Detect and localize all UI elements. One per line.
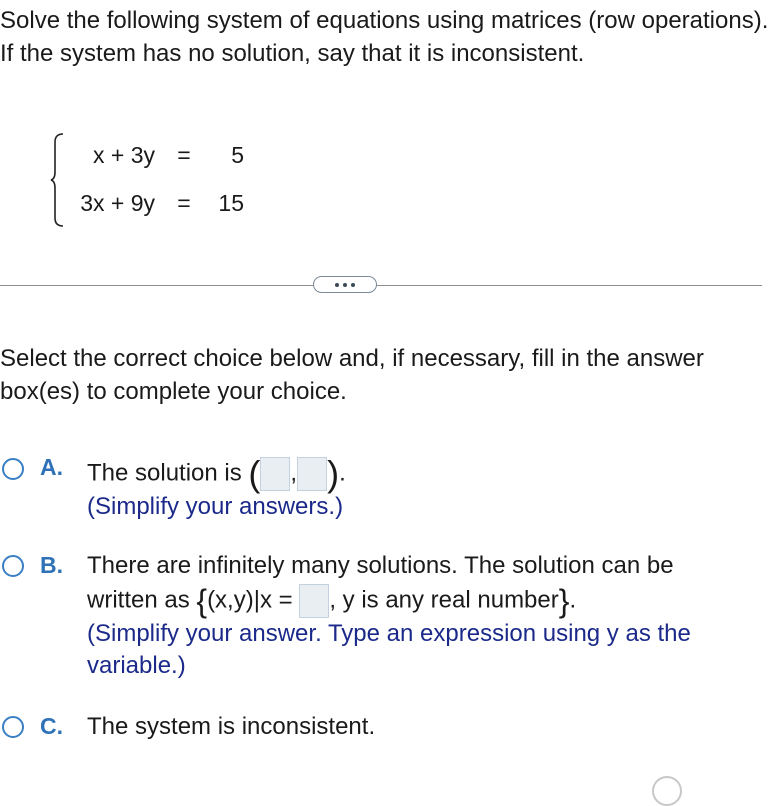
equation-lhs: 3x + 9y (80, 190, 155, 216)
radio-choice-a[interactable] (2, 458, 24, 480)
period: . (569, 586, 577, 614)
answer-box-x-expression[interactable] (299, 584, 329, 618)
close-paren: ) (327, 453, 340, 494)
choice-b-content (87, 550, 747, 682)
ellipsis-dot (343, 283, 347, 287)
radio-choice-c[interactable] (2, 716, 24, 738)
radio-choice-b[interactable] (2, 555, 24, 577)
ellipsis-icon (335, 283, 339, 287)
choice-b-prefix: written as (87, 586, 190, 614)
answer-box-y[interactable] (297, 457, 327, 491)
choice-b-line1: There are infinitely many solutions. The solution can be (87, 552, 674, 579)
choice-letter: A. (40, 454, 63, 480)
close-brace: } (558, 583, 570, 619)
answer-box-x[interactable] (260, 457, 290, 491)
open-brace: { (196, 583, 208, 619)
choice-c-text: The system is inconsistent. (87, 713, 376, 740)
choice-b-hint: (Simplify your answer. Type an expression using y as the variable.) (87, 620, 691, 679)
period: . (339, 459, 346, 487)
choice-letter: C. (40, 713, 63, 739)
equals-sign: = (177, 190, 191, 216)
set-suffix: , y is any real number (329, 586, 559, 614)
equation-row-1 (50, 140, 270, 170)
equals-sign: = (177, 142, 191, 168)
choice-a-content (87, 453, 747, 523)
equation-rhs: 15 (218, 190, 244, 216)
question-text: Solve the following system of equations using matrices (row operations). If the system has no solution, say that it is inconsistent. (0, 7, 769, 67)
section-divider (0, 285, 762, 286)
more-options-button[interactable] (313, 276, 377, 293)
floating-action-circle[interactable] (652, 776, 682, 806)
ellipsis-dot (351, 283, 355, 287)
choice-a-hint: (Simplify your answers.) (87, 493, 344, 520)
equation-rhs: 5 (231, 142, 244, 168)
choice-letter: B. (40, 552, 63, 578)
instruction-text: Select the correct choice below and, if necessary, fill in the answer box(es) to complete your choice. (0, 345, 704, 405)
equation-lhs: x + 3y (92, 142, 155, 168)
equation-system (50, 132, 270, 228)
equation-row-2 (50, 188, 270, 218)
choice-a-text: The solution is (87, 459, 242, 487)
set-expression: (x,y)|x = (207, 586, 293, 614)
comma: , (290, 459, 298, 487)
open-paren: ( (248, 453, 261, 494)
